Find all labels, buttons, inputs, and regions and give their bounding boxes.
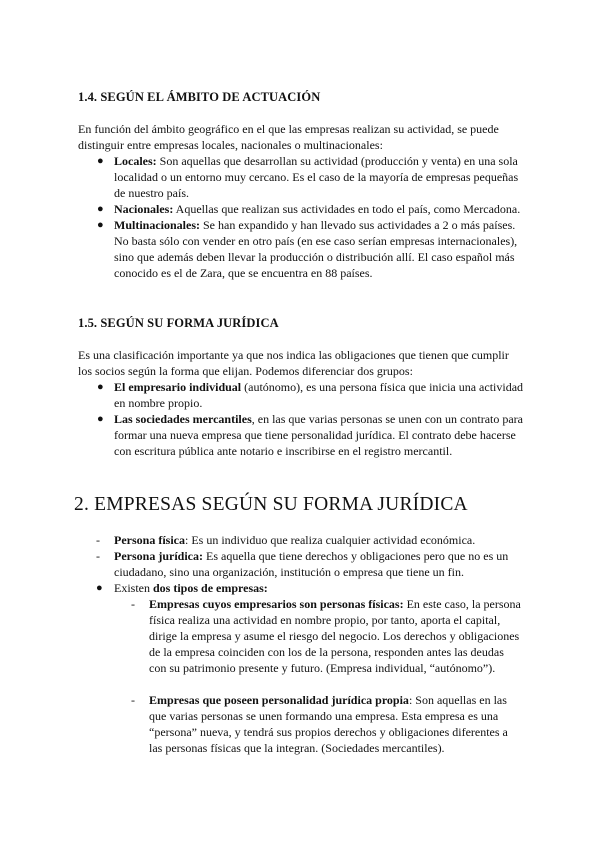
intro-1-5: Es una clasificación importante ya que nos indica las obligaciones que tienen que cumplir los socios según la forma que elijan. Podemos diferenciar dos grupos: <box>78 348 509 378</box>
intro-1-4: En función del ámbito geográfico en el que las empresas realizan su actividad, se puede distinguir entre empresas locales, nacionales o multinacionales: <box>78 122 499 152</box>
bullet-icon: ● <box>97 413 104 425</box>
dash-icon: - <box>131 597 135 611</box>
heading-1-4: 1.4. SEGÚN EL ÁMBITO DE ACTUACIÓN <box>78 90 321 104</box>
list-item-sociedades-mercantiles <box>78 411 524 459</box>
text-existen: Existen <box>114 581 153 595</box>
term-empresas-personas-fisicas: Empresas cuyos empresarios son personas físicas: <box>149 597 404 611</box>
sublist-item-personas-fisicas <box>114 596 524 676</box>
dash-icon: - <box>131 693 135 707</box>
text-nacionales: Aquellas que realizan sus actividades en todo el país, como Mercadona. <box>173 202 521 216</box>
text-personalidad-juridica: : Son aquellas en las que varias personas se unen formando una empresa. Esta empresa es una “persona” nueva, y tendrá sus propios derechos y obligaciones diferentes a las personas físicas que la integran. (Sociedades mercantiles). <box>149 693 508 755</box>
list-item-nacionales <box>78 201 524 217</box>
bullet-icon: ● <box>97 219 104 231</box>
term-persona-juridica: Persona jurídica: <box>114 549 203 563</box>
text-empresas-personas-fisicas: En este caso, la persona física realiza una actividad en nombre propio, por tanto, aporta el capital, dirige la empresa y asume el riesgo del negocio. Los derechos y obligaciones de la empresa coinciden con los de la persona, responden antes las deudas con su patrimonio presente y futuro. (Empresa individual, “autónomo”). <box>149 597 521 675</box>
dash-icon: - <box>96 533 100 547</box>
term-dos-tipos: dos tipos de empresas: <box>153 581 268 595</box>
list-1-5 <box>78 379 524 459</box>
list-1-4 <box>78 153 524 281</box>
text-persona-juridica: Es aquella que tiene derechos y obligaciones pero que no es un ciudadano, sino una organización, institución o empresa que tiene un fin. <box>114 549 509 579</box>
list-item-tipos-empresas <box>78 580 524 756</box>
list-2 <box>78 532 524 756</box>
term-empresario-individual: El empresario individual <box>114 380 242 394</box>
term-persona-fisica: Persona física <box>114 533 185 547</box>
term-sociedades-mercantiles: Las sociedades mercantiles <box>114 412 252 426</box>
spacer <box>114 676 524 692</box>
term-multinacionales: Multinacionales: <box>114 218 200 232</box>
text-persona-fisica: : Es un individuo que realiza cualquier actividad económica. <box>185 533 476 547</box>
bullet-icon: ● <box>97 155 104 167</box>
list-item-persona-juridica <box>78 548 524 580</box>
heading-1-5: 1.5. SEGÚN SU FORMA JURÍDICA <box>78 316 279 330</box>
term-locales: Locales: <box>114 154 157 168</box>
list-item-multinacionales <box>78 217 524 281</box>
bullet-icon: ● <box>97 381 104 393</box>
list-item-locales <box>78 153 524 201</box>
list-item-empresario-individual <box>78 379 524 411</box>
sublist-tipos <box>114 596 524 756</box>
dash-icon: - <box>96 549 100 563</box>
bullet-icon: ● <box>96 582 103 594</box>
list-item-persona-fisica <box>78 532 524 548</box>
text-sociedades-mercantiles: , en las que varias personas se unen con un contrato para formar una nueva empresa que tiene personalidad jurídica. El contrato debe hacerse con escritura pública ante notario e inscribirse en el registro mercantil. <box>114 412 524 458</box>
bullet-icon: ● <box>97 203 104 215</box>
term-nacionales: Nacionales: <box>114 202 174 216</box>
text-locales: Son aquellas que desarrollan su actividad (producción y venta) en una sola localidad o un entorno muy cercano. Es el caso de la mayoría de empresas pequeñas de nuestro país. <box>114 154 519 200</box>
text-empresario-individual: (autónomo), es una persona física que inicia una actividad en nombre propio. <box>114 380 524 410</box>
text-multinacionales: Se han expandido y han llevado sus actividades a 2 o más países. No basta sólo con vender en otro país (en ese caso serían empresas internacionales), sino que además deben llevar la producción o distribución allí. El caso español más conocido es el de Zara, que se encuentra en 88 países. <box>114 218 518 280</box>
term-personalidad-juridica: Empresas que poseen personalidad jurídica propia <box>149 693 409 707</box>
heading-2: 2. EMPRESAS SEGÚN SU FORMA JURÍDICA <box>74 494 468 515</box>
sublist-item-personalidad-juridica <box>114 692 524 756</box>
